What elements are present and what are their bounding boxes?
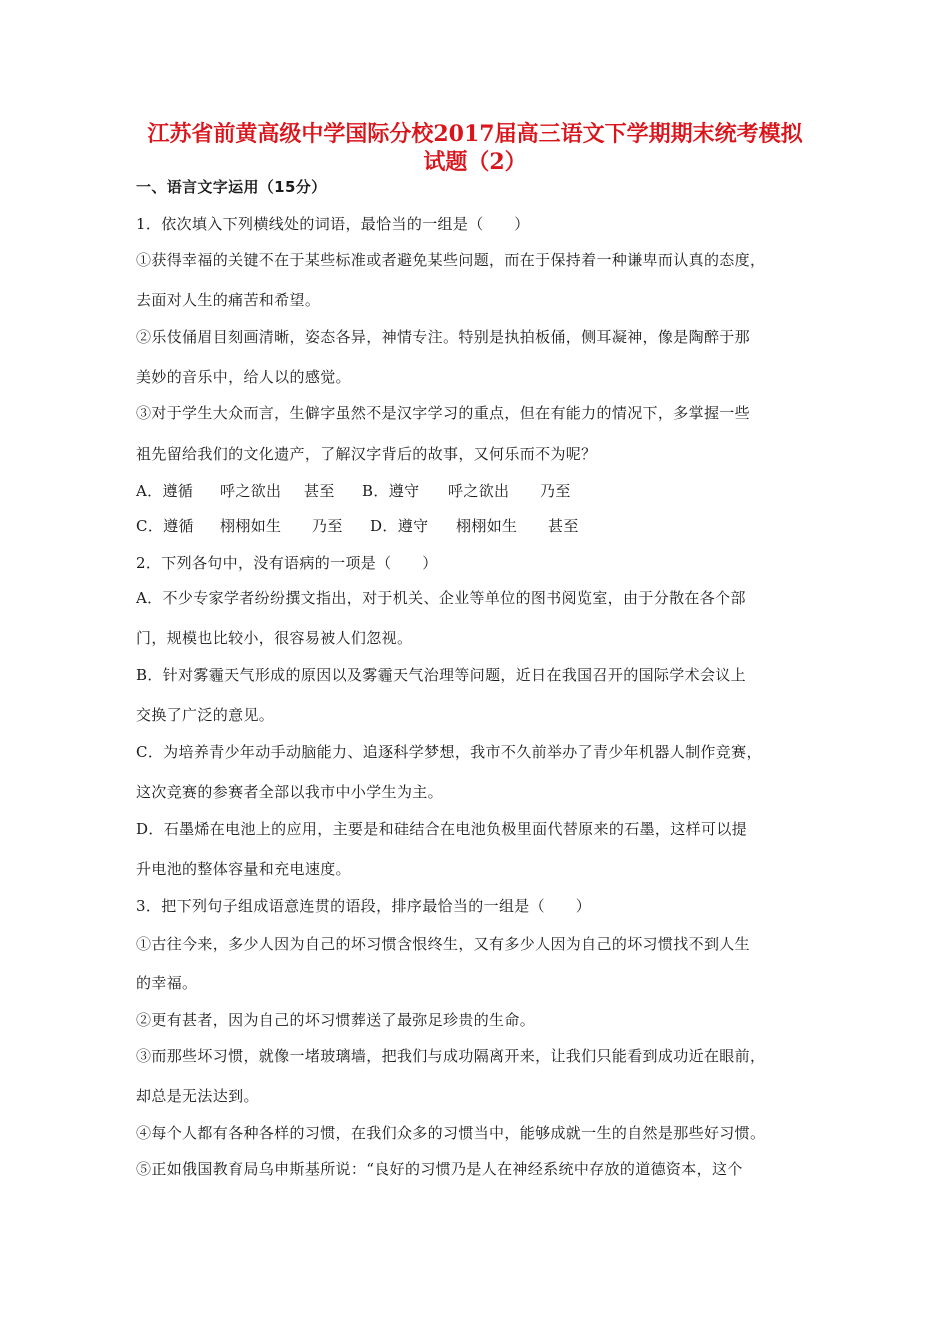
question-1-sentence-2: ②乐伎俑眉目刻画清晰，姿态各异，神情专注。特别是执拍板俑，侧耳凝神，像是陶醉于那 <box>136 328 751 346</box>
question-1-options-row-2 <box>136 515 579 537</box>
question-3-sentence-1: ①古往今来，多少人因为自己的坏习惯含恨终生，又有多少人因为自己的坏习惯找不到人生 <box>136 935 751 953</box>
question-3-sentence-4: ④每个人都有各种各样的习惯，在我们众多的习惯当中，能够成就一生的自然是那些好习惯。 <box>136 1124 766 1142</box>
option-b-word-2: 呼之欲出 <box>448 482 510 500</box>
question-1-options-row-1 <box>136 480 571 502</box>
question-2-option-d-cont: 升电池的整体容量和充电速度。 <box>136 860 351 878</box>
question-2-option-c-cont: 这次竞赛的参赛者全部以我市中小学生为主。 <box>136 783 444 801</box>
question-2-option-b: B．针对雾霾天气形成的原因以及雾霾天气治理等问题，近日在我国召开的国际学术会议上 <box>136 666 747 684</box>
question-2-option-c: C．为培养青少年动手动脑能力、追逐科学梦想，我市不久前举办了青少年机器人制作竞赛， <box>136 743 762 761</box>
question-1-sentence-3-cont: 祖先留给我们的文化遗产，了解汉字背后的故事，又何乐而不为呢？ <box>136 445 597 463</box>
question-3-sentence-3: ③而那些坏习惯，就像一堵玻璃墙，把我们与成功隔离开来，让我们只能看到成功近在眼前， <box>136 1047 766 1065</box>
question-3-sentence-3-cont: 却总是无法达到。 <box>136 1087 259 1105</box>
option-a-word-1: A．遵循 <box>136 482 194 500</box>
option-b-word-1: B．遵守 <box>362 482 420 500</box>
question-2-option-a-cont: 门，规模也比较小，很容易被人们忽视。 <box>136 629 413 647</box>
question-3-sentence-5: ⑤正如俄国教育局乌申斯基所说：“良好的习惯乃是人在神经系统中存放的道德资本，这个 <box>136 1160 743 1178</box>
option-d-word-1: D．遵守 <box>370 517 429 535</box>
section-heading: 一、语言文字运用（15分） <box>136 178 327 196</box>
document-title-line-2: 试题（2） <box>423 149 527 175</box>
question-2-option-b-cont: 交换了广泛的意见。 <box>136 706 275 724</box>
question-1-sentence-2-cont: 美妙的音乐中，给人以的感觉。 <box>136 368 351 386</box>
option-a-word-2: 呼之欲出 <box>220 482 282 500</box>
question-1-sentence-1: ①获得幸福的关键不在于某些标准或者避免某些问题，而在于保持着一种谦卑而认真的态度， <box>136 251 766 269</box>
question-1-stem: 1．依次填入下列横线处的词语，最恰当的一组是（ ） <box>136 215 530 233</box>
option-d-word-3: 甚至 <box>548 517 579 535</box>
option-c-word-1: C．遵循 <box>136 517 194 535</box>
question-2-option-a: A．不少专家学者纷纷撰文指出，对于机关、企业等单位的图书阅览室，由于分散在各个部 <box>136 589 746 607</box>
option-c-word-3: 乃至 <box>312 517 343 535</box>
question-2-stem: 2．下列各句中，没有语病的一项是（ ） <box>136 554 438 572</box>
question-1-sentence-3: ③对于学生大众而言，生僻字虽然不是汉字学习的重点，但在有能力的情况下，多掌握一些 <box>136 404 751 422</box>
question-1-sentence-1-cont: 去面对人生的痛苦和希望。 <box>136 291 321 309</box>
question-3-sentence-1-cont: 的幸福。 <box>136 974 198 992</box>
option-a-word-3: 甚至 <box>304 482 335 500</box>
document-title-line-1: 江苏省前黄高级中学国际分校2017届高三语文下学期期末统考模拟 <box>147 121 803 147</box>
question-3-sentence-2: ②更有甚者，因为自己的坏习惯葬送了最弥足珍贵的生命。 <box>136 1011 536 1029</box>
option-c-word-2: 栩栩如生 <box>220 517 282 535</box>
question-3-stem: 3．把下列句子组成语意连贯的语段，排序最恰当的一组是（ ） <box>136 897 592 915</box>
option-d-word-2: 栩栩如生 <box>456 517 518 535</box>
option-b-word-3: 乃至 <box>540 482 571 500</box>
question-2-option-d: D．石墨烯在电池上的应用，主要是和硅结合在电池负极里面代替原来的石墨，这样可以提 <box>136 820 748 838</box>
